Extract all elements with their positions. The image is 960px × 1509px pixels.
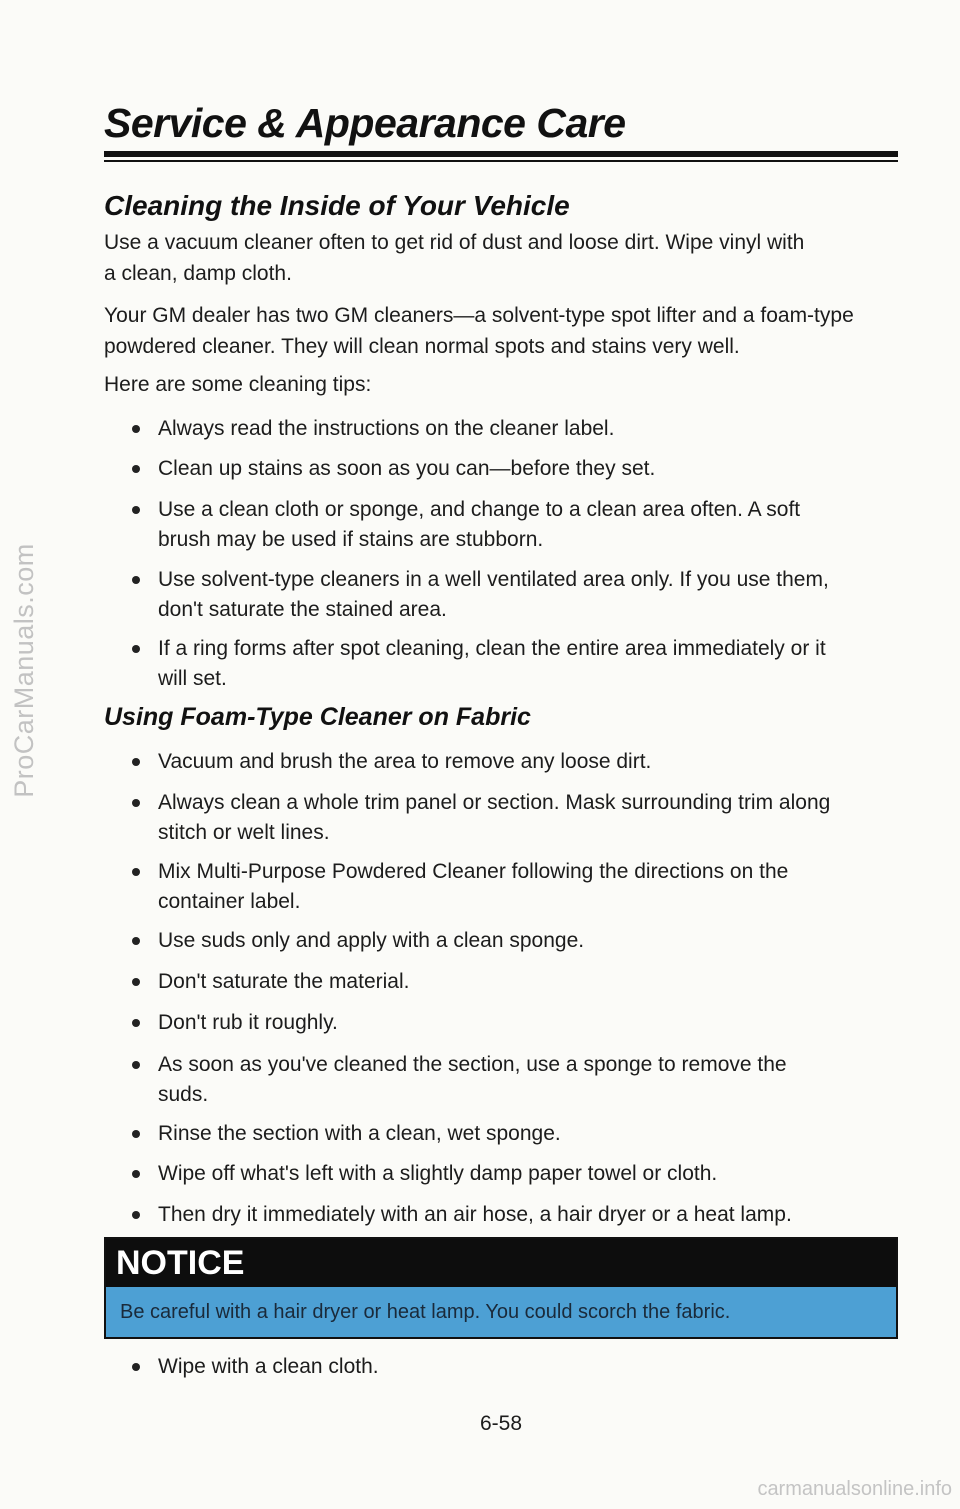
notice-heading: NOTICE [106,1239,896,1287]
tip-line-2: will set. [158,667,227,690]
bullet-icon [132,506,140,514]
tip-item [130,414,900,444]
tip-line-1: If a ring forms after spot cleaning, clean the entire area immediately or it [158,637,826,660]
page-number: 6-58 [479,1412,523,1435]
bullet-icon [132,1170,140,1178]
bullet-icon [132,576,140,584]
final-step-text: Wipe with a clean cloth. [158,1355,379,1378]
notice-text: Be careful with a hair dryer or heat lamp. You could scorch the fabric. [120,1301,731,1323]
step-item [130,1008,900,1038]
section-heading-foam-cleaner: Using Foam-Type Cleaner on Fabric [104,703,531,731]
tip-line-2: brush may be used if stains are stubborn. [158,528,544,551]
step-item [130,926,900,956]
tip-line-1: Clean up stains as soon as you can—before they set. [158,457,656,480]
bullet-icon [132,1019,140,1027]
bullet-icon [132,1211,140,1219]
tip-line-1: Always read the instructions on the cleaner label. [158,417,615,440]
bullet-icon [132,978,140,986]
notice-box [104,1237,898,1339]
bullet-icon [132,758,140,766]
step-item [130,788,900,848]
step-line-2: container label. [158,890,301,913]
dealer-line-2: powdered cleaner. They will clean normal spots and stains very well. [104,335,740,358]
tip-line-1: Use solvent-type cleaners in a well ventilated area only. If you use them, [158,568,829,591]
step-line-1: Then dry it immediately with an air hose, a hair dryer or a heat lamp. [158,1203,792,1226]
tip-line-1: Use a clean cloth or sponge, and change to a clean area often. A soft [158,498,801,521]
tip-item [130,454,900,484]
step-line-1: Rinse the section with a clean, wet sponge. [158,1122,561,1145]
step-line-1: Use suds only and apply with a clean sponge. [158,929,585,952]
dealer-line-1: Your GM dealer has two GM cleaners—a solvent-type spot lifter and a foam-type [104,304,854,327]
watermark-text: ProCarManuals.com [8,542,39,798]
bullet-icon [132,465,140,473]
intro-line-1: Use a vacuum cleaner often to get rid of dust and loose dirt. Wipe vinyl with [104,231,805,254]
step-line-1: Always clean a whole trim panel or section. Mask surrounding trim along [158,791,831,814]
header-rule-thin [104,160,898,162]
tip-item [130,495,900,555]
intro-paragraph [104,227,898,289]
tip-item [130,634,900,694]
step-line-1: Don't saturate the material. [158,970,410,993]
section-heading-cleaning-inside: Cleaning the Inside of Your Vehicle [104,190,570,221]
step-line-1: Wipe off what's left with a slightly damp paper towel or cloth. [158,1162,718,1185]
bullet-icon [132,645,140,653]
tip-line-2: don't saturate the stained area. [158,598,447,621]
tips-intro: Here are some cleaning tips: [104,373,372,396]
bullet-icon [132,1130,140,1138]
step-line-1: As soon as you've cleaned the section, use a sponge to remove the [158,1053,787,1076]
bullet-icon [132,799,140,807]
step-line-1: Don't rub it roughly. [158,1011,338,1034]
watermark-procarmanuals [4,410,44,930]
bullet-icon [132,425,140,433]
watermark-carmanualsonline: carmanualsonline.info [757,1478,952,1500]
intro-line-2: a clean, damp cloth. [104,262,292,285]
step-line-1: Mix Multi-Purpose Powdered Cleaner following the directions on the [158,860,789,883]
step-line-2: stitch or welt lines. [158,821,330,844]
header-rule-thick [104,151,898,157]
step-item [130,1119,900,1149]
bullet-icon [132,1363,140,1371]
step-item [130,747,900,777]
step-line-2: suds. [158,1083,209,1106]
step-item [130,1159,900,1189]
dealer-paragraph [104,300,898,362]
tip-item [130,565,900,625]
step-item [130,857,900,917]
step-item [130,1200,900,1230]
bullet-icon [132,1061,140,1069]
final-step-item [130,1352,900,1382]
bullet-icon [132,937,140,945]
page-header-title: Service & Appearance Care [104,100,626,146]
step-item [130,1050,900,1110]
step-item [130,967,900,997]
step-line-1: Vacuum and brush the area to remove any loose dirt. [158,750,652,773]
bullet-icon [132,868,140,876]
